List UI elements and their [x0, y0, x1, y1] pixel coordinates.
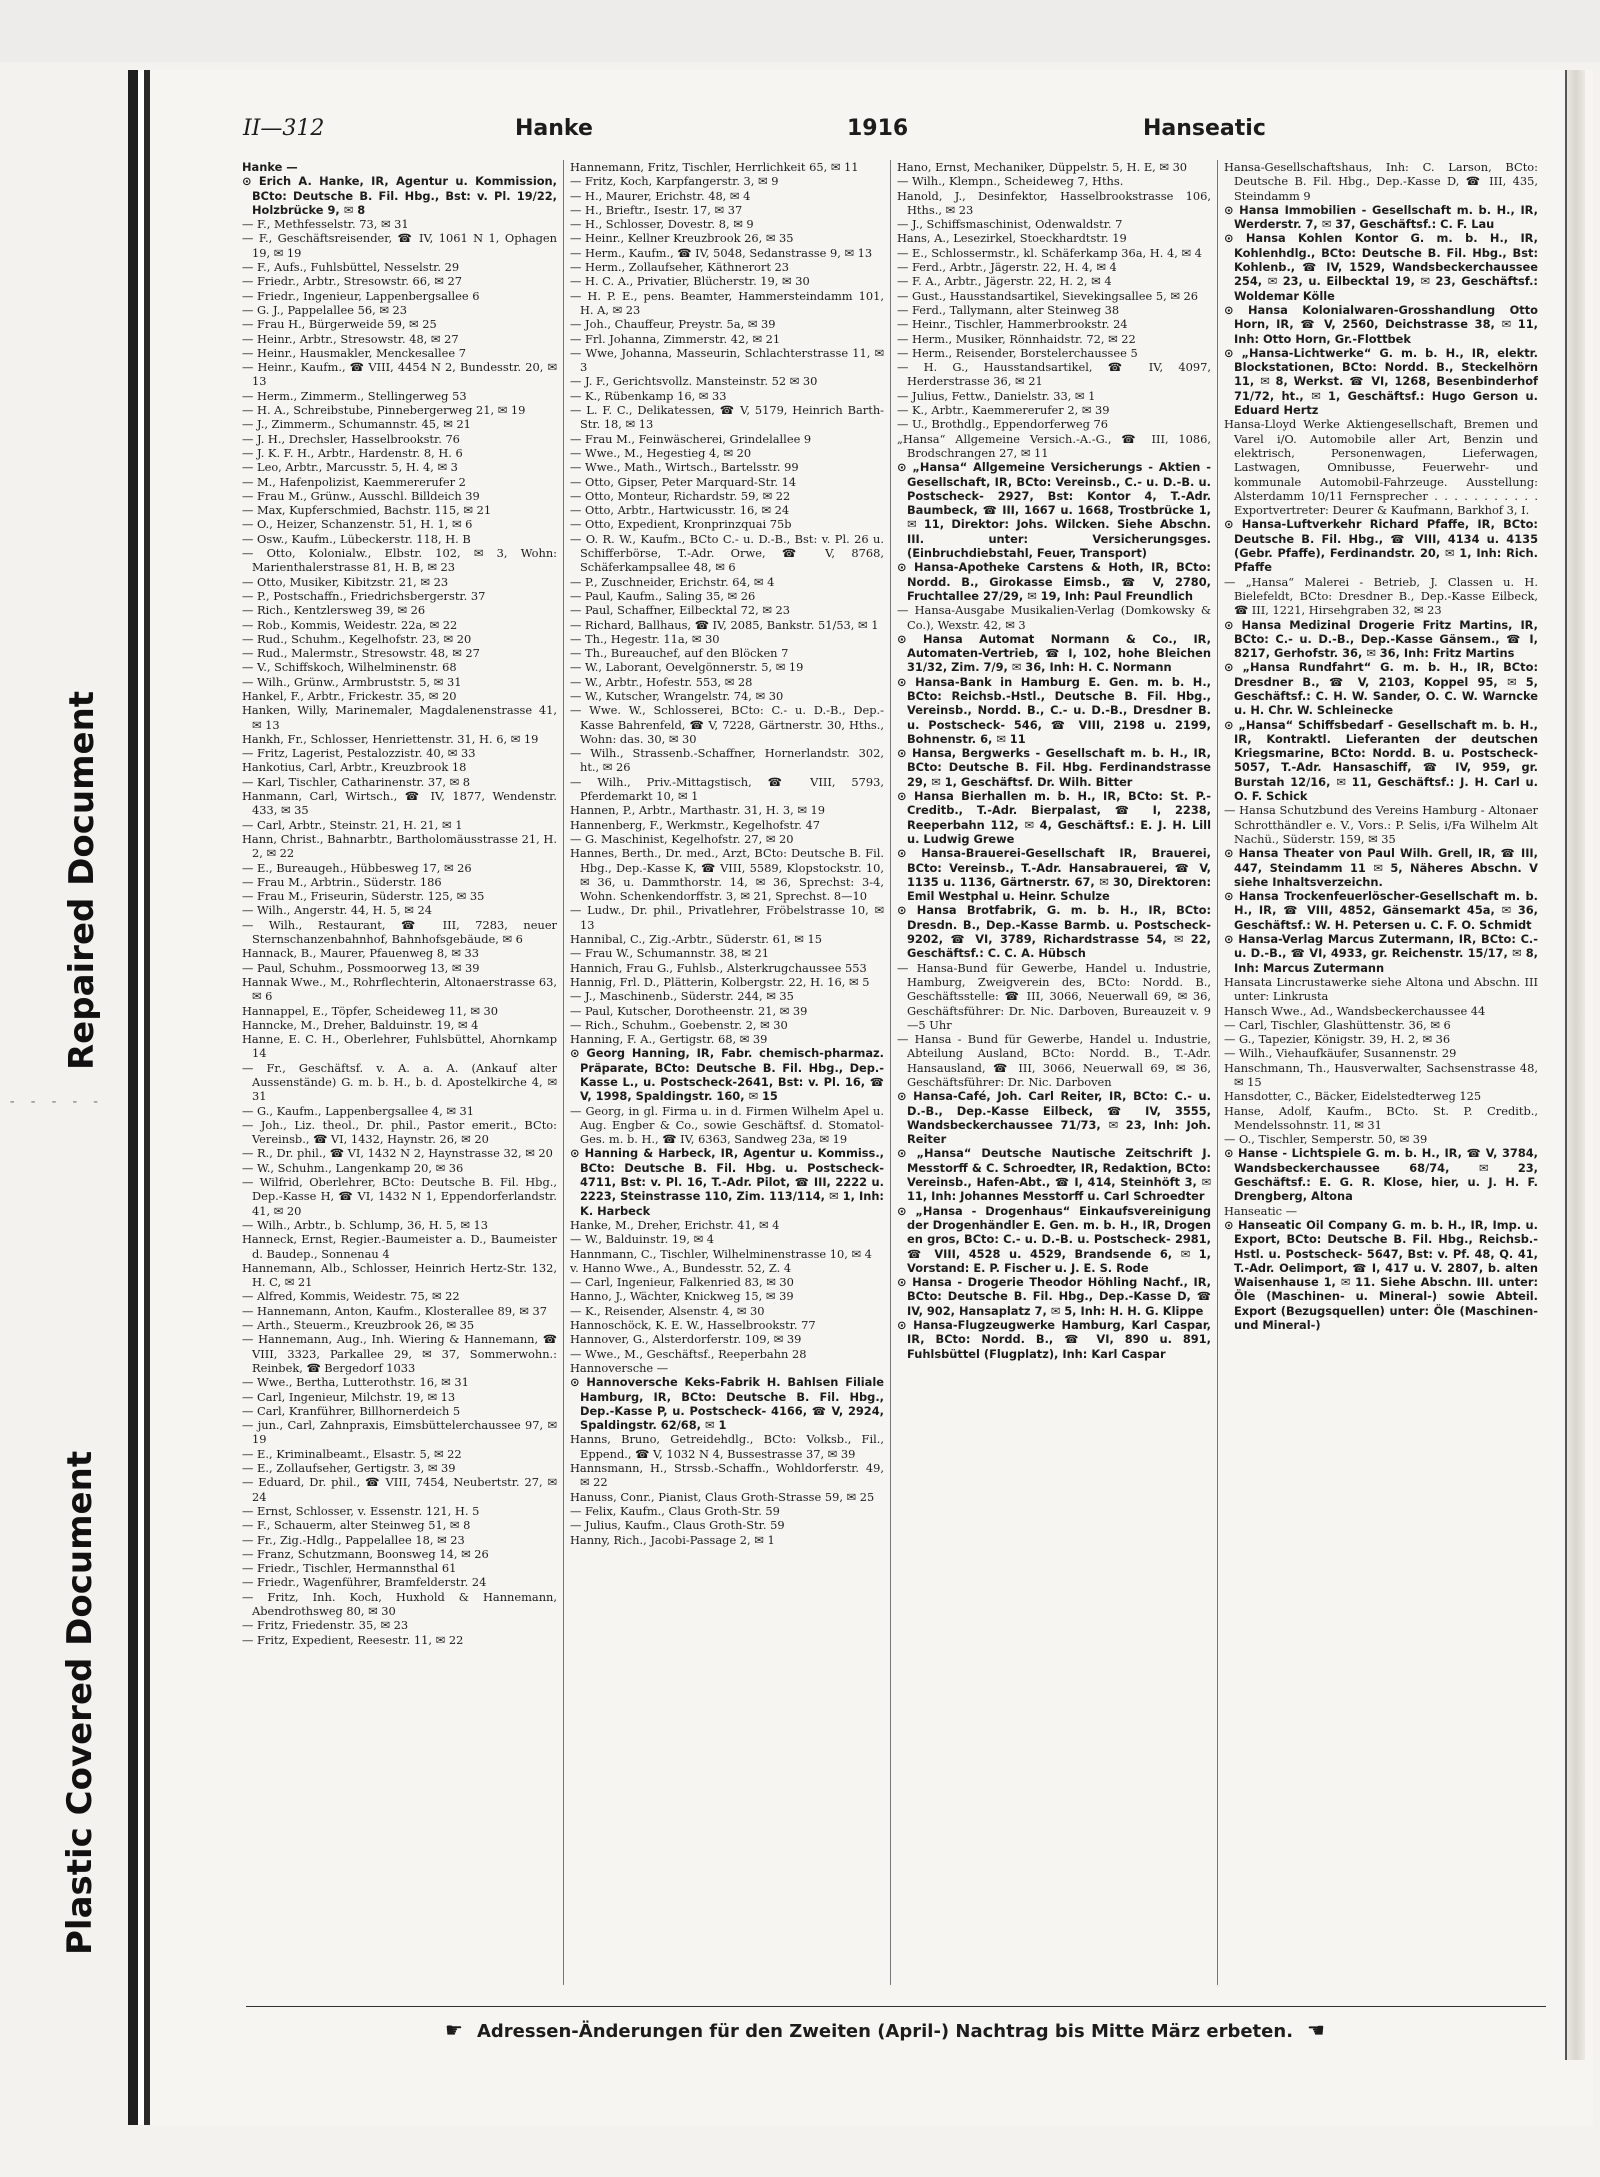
- directory-entry: Hansa-Gesellschaftshaus, Inh: C. Larson, BCto: Deutsche B. Fil. Hbg., Dep.-Kasse D, ☎ III, 435, Steindamm 9: [1224, 160, 1538, 203]
- directory-entry: — Wilh., Restaurant, ☎ III, 7283, neuer Sternschanzenbahnhof, Bahnhofsgebäude, ✉ 6: [242, 917, 557, 947]
- directory-entry: — E., Bureaugeh., Hübbesweg 17, ✉ 26: [242, 860, 472, 875]
- directory-entry: — Herm., Reisender, Borstelerchaussee 5: [897, 345, 1138, 360]
- directory-entry: — H. P. E., pens. Beamter, Hammersteindamm 101, H. A, ✉ 23: [570, 288, 884, 317]
- directory-entry: ⊙ „Hansa Rundfahrt“ G. m. b. H., IR, BCto: Dresdner B., ☎ V, 2103, Koppel 95, ✉ 5, Geschäftsf.: C. H. W. Sander, O. C. W. Warncke u. H. Chr. W. Schleinecke: [1224, 660, 1538, 718]
- directory-entry: — Fritz, Lagerist, Pestalozzistr. 40, ✉ 33: [242, 746, 476, 761]
- directory-entry: — Herm., Zimmerm., Stellingerweg 53: [242, 388, 467, 403]
- directory-entry: Hanuss, Conr., Pianist, Claus Groth-Strasse 59, ✉ 25: [570, 1489, 875, 1504]
- directory-entry: — Carl, Tischler, Glashüttenstr. 36, ✉ 6: [1224, 1017, 1451, 1032]
- edge-mark: - - - - -: [8, 1094, 102, 1110]
- directory-entry: — Otto, Musiker, Kibitzstr. 21, ✉ 23: [242, 574, 449, 589]
- directory-entry: — Heinr., Kellner Kreuzbrook 26, ✉ 35: [570, 231, 794, 246]
- directory-entry: — O. R. W., Kaufm., BCto C.- u. D.-B., Bst: v. Pl. 26 u. Schifferbörse, T.-Adr. Orwe, ☎ V, 8768, Schäferkampsallee 48, ✉ 6: [570, 531, 884, 575]
- directory-entry: ⊙ Hansa-Luftverkehr Richard Pfaffe, IR, BCto: Deutsche B. Fil. Hbg., ☎ VIII, 4134 u. 4135 (Gebr. Pfaffe), Ferdinandstr. 20, ✉ 1, Inh: Rich. Pfaffe: [1224, 517, 1538, 575]
- directory-entry: — Heinr., Arbtr., Stresowstr. 48, ✉ 27: [242, 331, 459, 346]
- directory-entry: — Friedr., Tischler, Hermannsthal 61: [242, 1561, 457, 1576]
- directory-entry: — Joh., Liz. theol., Dr. phil., Pastor emerit., BCto: Vereinsb., ☎ VI, 1432, Haynstr. 26, ✉ 20: [242, 1117, 557, 1147]
- directory-entry: — Wilfrid, Oberlehrer, BCto: Deutsche B. Fil. Hbg., Dep.-Kasse H, ☎ VI, 1432 N 1, Eppendorferlandstr. 41, ✉ 20: [242, 1175, 557, 1218]
- side-labels: [0, 560, 110, 2060]
- directory-entry: — Hannemann, Aug., Inh. Wiering & Hannemann, ☎ VIII, 3323, Parkallee 29, ✉ 37, Sommerwohn.: Reinbek, ☎ Bergedorf 1033: [242, 1332, 557, 1375]
- directory-entry: — E., Zollaufseher, Gertigstr. 3, ✉ 39: [242, 1461, 456, 1476]
- directory-entry: — Wwe., Bertha, Lutterothstr. 16, ✉ 31: [242, 1375, 469, 1390]
- directory-entry: — jun., Carl, Zahnpraxis, Eimsbüttelerchaussee 97, ✉ 19: [242, 1418, 557, 1447]
- directory-column-3: [890, 160, 1217, 1985]
- directory-entry: — J. H., Drechsler, Hasselbrookstr. 76: [242, 431, 460, 446]
- directory-entry: Hannibal, C., Zig.-Arbtr., Süderstr. 61, ✉ 15: [570, 932, 822, 947]
- directory-entry: — Otto, Monteur, Richardstr. 59, ✉ 22: [570, 488, 791, 503]
- directory-entry: — Hannemann, Anton, Kaufm., Klosterallee 89, ✉ 37: [242, 1303, 547, 1318]
- directory-entry: Hannsmann, H., Strssb.-Schaffn., Wohldorferstr. 49, ✉ 22: [570, 1461, 884, 1490]
- directory-entry: — Wwe., M., Hegestieg 4, ✉ 20: [570, 445, 752, 460]
- directory-entry: — Wwe., Math., Wirtsch., Bartelsstr. 99: [570, 460, 799, 475]
- directory-entry: Hanneck, Ernst, Regier.-Baumeister a. D., Baumeister d. Baudep., Sonnenau 4: [242, 1232, 557, 1261]
- directory-entry: — H. G., Hausstandsartikel, ☎ IV, 4097, Herderstrasse 36, ✉ 21: [897, 360, 1211, 389]
- plastic-covered-document-label: Plastic Covered Document: [60, 1450, 100, 1955]
- directory-entry: ⊙ Hansa Trockenfeuerlöscher-Gesellschaft m. b. H., IR, ☎ VIII, 4852, Gänsemarkt 45a, ✉ 36, Geschäftsf.: W. H. Petersen u. C. F. O. Schmidt: [1224, 889, 1538, 932]
- directory-entry: — Fr., Geschäftsf. v. A. a. A. (Ankauf alter Aussenstände) G. m. b. H., b. d. Apostelkirche 4, ✉ 31: [242, 1060, 557, 1104]
- directory-entry: — Rud., Schuhm., Kegelhofstr. 23, ✉ 20: [242, 631, 472, 646]
- directory-entry: — Frau W., Schumannstr. 38, ✉ 21: [570, 946, 770, 961]
- directory-entry: — E., Schlossermstr., kl. Schäferkamp 36a, H. 4, ✉ 4: [897, 245, 1202, 260]
- directory-entry: ⊙ „Hansa - Drogenhaus“ Einkaufsvereinigung der Drogenhändler E. Gen. m. b. H., IR, Drogen en gros, BCto: C.- u. D.-B. u. Postscheck- 2981, ☎ VIII, 4528 u. 4529, Brandsende 6, ✉ 1, Vorstand: E. P. Fischer u. J. E. S. Rode: [897, 1203, 1211, 1275]
- directory-columns: [236, 160, 1546, 1985]
- directory-entry: — M., Hafenpolizist, Kaemmererufer 2: [242, 474, 466, 489]
- directory-entry: ⊙ Georg Hanning, IR, Fabr. chemisch-pharmaz. Präparate, BCto: Deutsche B. Fil. Hbg., Dep.-Kasse L., u. Postscheck-2641, Bst: v. Pl. 16, ☎ V, 1998, Spaldingstr. 160, ✉ 15: [570, 1046, 884, 1104]
- directory-entry: — Karl, Tischler, Catharinenstr. 37, ✉ 8: [242, 774, 470, 789]
- directory-entry: — P., Zuschneider, Erichstr. 64, ✉ 4: [570, 574, 775, 589]
- directory-entry: — Wwe., M., Geschäftsf., Reeperbahn 28: [570, 1346, 807, 1361]
- directory-entry: Hanning, F. A., Gertigstr. 68, ✉ 39: [570, 1032, 768, 1047]
- directory-entry: — Eduard, Dr. phil., ☎ VIII, 7454, Neubertstr. 27, ✉ 24: [242, 1475, 557, 1504]
- directory-entry: — Franz, Schutzmann, Boonsweg 14, ✉ 26: [242, 1546, 489, 1561]
- directory-entry: ⊙ „Hansa“ Allgemeine Versicherungs - Aktien - Gesellschaft, IR, BCto: Vereinsb., C.- u. D.-B. u. Postscheck- 2927, Bst: Kontor 4, T.-Adr. Baumbeck, ☎ III, 1667 u. 1668, Trostbrücke 1, ✉ 11, Direktor: Johs. Wilcken. Siehe Abschn. III. unter: Versicherungsges. (Einbruchdiebstahl, Feuer, Transport): [897, 460, 1211, 561]
- directory-entry: ⊙ Hanseatic Oil Company G. m. b. H., IR, Imp. u. Export, BCto: Deutsche B. Fil. Hbg., Reichsb.-Hstl. u. Postscheck- 5647, Bst: v. Pf. 48, Q. 41, T.-Adr. Oelimport, ☎ I, 417 u. V. 2807, b. alten Waisenhause 1, ✉ 11. Siehe Abschn. III. unter: Öle (Maschinen- u. Mineral-) sowie Abteil. Export (Bezugsquellen) unter: Öle (Maschinen- und Mineral-): [1224, 1217, 1538, 1333]
- directory-entry: Hanno, J., Wächter, Knickweg 15, ✉ 39: [570, 1289, 794, 1304]
- directory-entry: Hann, Christ., Bahnarbtr., Bartholomäusstrasse 21, H. 2, ✉ 22: [242, 831, 557, 861]
- directory-entry: Hanns, Bruno, Getreidehdlg., BCto: Volksb., Fil., Eppend., ☎ V, 1032 N 4, Bussestrasse 37, ✉ 39: [570, 1432, 884, 1461]
- directory-entry: — Frl. Johanna, Zimmerstr. 42, ✉ 21: [570, 331, 781, 346]
- directory-entry: — Hansa Schutzbund des Vereins Hamburg - Altonaer Schrotthändler e. V., Vors.: P. Selis, i/Fa Wilhelm Alt Nachü., Süderstr. 159, ✉ 35: [1224, 803, 1538, 846]
- directory-entry: — Julius, Fettw., Danielstr. 33, ✉ 1: [897, 388, 1096, 403]
- directory-entry: — F., Schauerm, alter Steinweg 51, ✉ 8: [242, 1518, 471, 1533]
- directory-entry: — Otto, Arbtr., Hartwicusstr. 16, ✉ 24: [570, 503, 790, 518]
- directory-entry: — Rich., Kentzlersweg 39, ✉ 26: [242, 603, 426, 618]
- directory-entry: — W., Schuhm., Langenkamp 20, ✉ 36: [242, 1160, 464, 1175]
- directory-entry: — G., Kaufm., Lappenbergsallee 4, ✉ 31: [242, 1103, 475, 1118]
- directory-entry: — H. C. A., Privatier, Blücherstr. 19, ✉ 30: [570, 274, 810, 289]
- directory-entry: — Fritz, Expedient, Reesestr. 11, ✉ 22: [242, 1632, 464, 1647]
- directory-entry: — O., Tischler, Semperstr. 50, ✉ 39: [1224, 1132, 1428, 1147]
- directory-entry: Hannen, P., Arbtr., Marthastr. 31, H. 3, ✉ 19: [570, 803, 826, 818]
- directory-entry: — F. A., Arbtr., Jägerstr. 22, H. 2, ✉ 4: [897, 274, 1112, 289]
- directory-entry: — U., Brothdlg., Eppendorferweg 76: [897, 417, 1108, 432]
- directory-entry: Hanke, M., Dreher, Erichstr. 41, ✉ 4: [570, 1217, 780, 1232]
- directory-entry: — Ludw., Dr. phil., Privatlehrer, Fröbelstrasse 10, ✉ 13: [570, 903, 884, 932]
- directory-entry: — Rob., Kommis, Weidestr. 22a, ✉ 22: [242, 617, 458, 632]
- directory-entry: Hannemann, Alb., Schlosser, Heinrich Hertz-Str. 132, H. C, ✉ 21: [242, 1260, 557, 1290]
- directory-entry: — Hansa - Bund für Gewerbe, Handel u. Industrie, Abteilung Ausland, BCto: Nordd. B., T.-Adr. Hansausland, ☎ III, 3066, Neuerwall 69, ✉ 36, Geschäftsführer: Dr. Nic. Darboven: [897, 1032, 1211, 1089]
- directory-entry: Hanseatic —: [1224, 1203, 1298, 1218]
- directory-entry: Hanne, E. C. H., Oberlehrer, Fuhlsbüttel, Ahornkamp 14: [242, 1032, 557, 1061]
- directory-column-2: [563, 160, 890, 1985]
- directory-entry: — Julius, Kaufm., Claus Groth-Str. 59: [570, 1518, 785, 1533]
- directory-entry: — G. J., Pappelallee 56, ✉ 23: [242, 302, 407, 317]
- directory-entry: — J. K. F. H., Arbtr., Hardenstr. 8, H. 6: [242, 445, 463, 460]
- directory-entry: Hanncke, M., Dreher, Balduinstr. 19, ✉ 4: [242, 1017, 479, 1032]
- directory-entry: Hanke —: [242, 160, 298, 174]
- directory-entry: — L. F. C., Delikatessen, ☎ V, 5179, Heinrich Barth-Str. 18, ✉ 13: [570, 403, 884, 432]
- directory-entry: — H., Schlosser, Dovestr. 8, ✉ 9: [570, 217, 754, 232]
- directory-entry: — J., Maschinenb., Süderstr. 244, ✉ 35: [570, 989, 794, 1004]
- directory-entry: ⊙ Hansa, Bergwerks - Gesellschaft m. b. H., IR, BCto: Deutsche B. Fil. Hbg. Ferdinandstrasse 29, ✉ 1, Geschäftsf. Dr. Wilh. Bitter: [897, 746, 1211, 789]
- directory-entry: ⊙ Hansa Theater von Paul Wilh. Grell, IR, ☎ III, 447, Steindamm 11 ✉ 5, Näheres Abschn. V siehe Inhaltsverzeichn.: [1224, 846, 1538, 889]
- directory-entry: — H., Maurer, Erichstr. 48, ✉ 4: [570, 188, 751, 203]
- directory-entry: ⊙ Hansa Immobilien - Gesellschaft m. b. H., IR, Werderstr. 7, ✉ 37, Geschäftsf.: C. F. Lau: [1224, 202, 1538, 232]
- directory-entry: Hansata Lincrustawerke siehe Altona und Abschn. III unter: Linkrusta: [1224, 974, 1538, 1004]
- directory-entry: ⊙ Hansa Brotfabrik, G. m. b. H., IR, BCto: Dresdn. B., Dep.-Kasse Barmb. u. Postscheck-9202, ☎ VI, 3789, Richardstrasse 54, ✉ 22, Geschäftsf.: C. C. A. Hübsch: [897, 903, 1211, 961]
- directory-entry: — G., Tapezier, Königstr. 39, H. 2, ✉ 36: [1224, 1032, 1451, 1047]
- directory-entry: — R., Dr. phil., ☎ VI, 1432 N 2, Haynstrasse 32, ✉ 20: [242, 1146, 553, 1161]
- directory-entry: Hannich, Frau G., Fuhlsb., Alsterkrugchaussee 553: [570, 960, 867, 975]
- directory-entry: — Carl, Arbtr., Steinstr. 21, H. 21, ✉ 1: [242, 817, 463, 832]
- directory-entry: — Th., Hegestr. 11a, ✉ 30: [570, 631, 720, 646]
- directory-entry: Hankel, F., Arbtr., Frickestr. 35, ✉ 20: [242, 688, 457, 703]
- directory-column-1: [236, 160, 563, 1985]
- directory-entry: — Wilh., Grünw., Armbruststr. 5, ✉ 31: [242, 674, 462, 689]
- directory-entry: — Wilh., Priv.-Mittagstisch, ☎ VIII, 5793, Pferdemarkt 10, ✉ 1: [570, 774, 884, 804]
- directory-entry: — K., Reisender, Alsenstr. 4, ✉ 30: [570, 1303, 765, 1318]
- directory-entry: Hannig, Frl. D., Plätterin, Kolbergstr. 22, H. 16, ✉ 5: [570, 974, 870, 989]
- directory-entry: — Hansa-Ausgabe Musikalien-Verlag (Domkowsky & Co.), Wexstr. 42, ✉ 3: [897, 603, 1211, 632]
- directory-entry: — Fritz, Friedenstr. 35, ✉ 23: [242, 1618, 409, 1633]
- directory-entry: Hannes, Berth., Dr. med., Arzt, BCto: Deutsche B. Fil. Hbg., Dep.-Kasse K, ☎ VIII, 5589, Klopstockstr. 10, ✉ 36, u. Dammthorstr. 14, ✉ 36, Sprechst: 3-4, Wohn. Schenkendorffstr. 3, ✉ 21, Sprechst. 8—10: [570, 846, 884, 904]
- directory-entry: — Frau M., Arbtrin., Süderstr. 186: [242, 874, 442, 889]
- directory-entry: „Hansa“ Allgemeine Versich.-A.-G., ☎ III, 1086, Brodschrangen 27, ✉ 11: [897, 431, 1211, 460]
- directory-entry: — Rich., Schuhm., Goebenstr. 2, ✉ 30: [570, 1017, 788, 1032]
- directory-entry: ⊙ Hansa - Drogerie Theodor Höhling Nachf., IR, BCto: Deutsche B. Fil. Hbg., Dep.-Kasse D, ☎ IV, 902, Hansaplatz 7, ✉ 5, Inh: H. H. G. Klippe: [897, 1275, 1211, 1318]
- directory-entry: — J., Zimmerm., Schumannstr. 45, ✉ 21: [242, 417, 471, 432]
- directory-entry: — F., Aufs., Fuhlsbüttel, Nesselstr. 29: [242, 260, 460, 275]
- directory-column-4: [1217, 160, 1544, 1985]
- directory-entry: v. Hanno Wwe., A., Bundesstr. 52, Z. 4: [570, 1260, 792, 1275]
- directory-entry: Hannoschöck, K. E. W., Hasselbrookstr. 77: [570, 1318, 816, 1333]
- directory-entry: Hannack, B., Maurer, Pfauenweg 8, ✉ 33: [242, 946, 479, 961]
- directory-entry: — Wilh., Klempn., Scheideweg 7, Hths.: [897, 174, 1124, 189]
- sheet-edge: [1565, 70, 1585, 2060]
- directory-entry: ⊙ Hansa Bierhallen m. b. H., IR, BCto: St. P.-Creditb., T.-Adr. Bierpalast, ☎ I, 2238, Reeperbahn 112, ✉ 4, Geschäftsf.: E. J. H. Lill u. Ludwig Grewe: [897, 789, 1211, 846]
- footer-text: Adressen-Änderungen für den Zweiten (April-) Nachtrag bis Mitte März erbeten.: [476, 2021, 1294, 2042]
- directory-entry: Hannak Wwe., M., Rohrflechterin, Altonaerstrasse 63, ✉ 6: [242, 974, 557, 1004]
- directory-entry: — H. A., Schreibstube, Pinnebergerweg 21, ✉ 19: [242, 403, 526, 418]
- directory-entry: — W., Kutscher, Wrangelstr. 74, ✉ 30: [570, 688, 784, 703]
- directory-entry: Hansch Wwe., Ad., Wandsbeckerchaussee 44: [1224, 1003, 1486, 1018]
- directory-entry: — Paul, Schaffner, Eilbecktal 72, ✉ 23: [570, 603, 791, 618]
- directory-entry: — Friedr., Wagenführer, Bramfelderstr. 24: [242, 1575, 487, 1590]
- header-year: 1916: [847, 116, 909, 141]
- page-number: II—312: [243, 116, 325, 141]
- directory-entry: — Carl, Kranführer, Billhornerdeich 5: [242, 1403, 461, 1418]
- directory-entry: ⊙ „Hansa“ Deutsche Nautische Zeitschrift J. Messtorff & C. Schroedter, IR, Redaktion, BCto: Vereinsb., Hafen-Abt., ☎ I, 414, Steinhöft 3, ✉ 11, Inh: Johannes Messtorff u. Carl Schroedter: [897, 1146, 1211, 1204]
- directory-entry: — P., Postschaffn., Friedrichsbergerstr. 37: [242, 588, 486, 603]
- directory-entry: ⊙ Hansa-Apotheke Carstens & Hoth, IR, BCto: Nordd. B., Girokasse Eimsb., ☎ V, 2780, Fruchtallee 27/29, ✉ 19, Inh: Paul Freundlich: [897, 560, 1211, 603]
- directory-entry: — Friedr., Ingenieur, Lappenbergsallee 6: [242, 288, 480, 303]
- directory-entry: ⊙ Hansa Automat Normann & Co., IR, Automaten-Vertrieb, ☎ I, 102, hohe Bleichen 31/32, Zim. 7/9, ✉ 36, Inh: H. C. Normann: [897, 631, 1211, 675]
- directory-entry: Hansa-Lloyd Werke Aktiengesellschaft, Bremen und Varel i/O. Automobile aller Art, Benzin und elektrisch, Personenwagen, Lieferwagen, Lastwagen, Omnibusse, Feuerwehr- und kommunale Automobil-Fahrzeuge. Ausstellung: Alsterdamm 10/11 Fernsprecher . . . . . . . . . . . Exportvertreter: Deurer & Kaufmann, Barkhof 3, I.: [1224, 417, 1538, 518]
- directory-entry: — Felix, Kaufm., Claus Groth-Str. 59: [570, 1503, 780, 1518]
- directory-entry: Hans, A., Lesezirkel, Stoeckhardtstr. 19: [897, 231, 1127, 246]
- directory-entry: — Wilh., Angerstr. 44, H. 5, ✉ 24: [242, 903, 432, 918]
- directory-entry: ⊙ Hanning & Harbeck, IR, Agentur u. Kommiss., BCto: Deutsche B. Fil. Hbg. u. Postscheck- 4711, Bst: v. Pl. 16, T.-Adr. Pilot, ☎ III, 2222 u. 2223, Steinstrasse 110, Zim. 113/114, ✉ 1, Inh: K. Harbeck: [570, 1146, 884, 1218]
- directory-entry: Hannoversche —: [570, 1360, 669, 1375]
- directory-entry: — Leo, Arbtr., Marcusstr. 5, H. 4, ✉ 3: [242, 460, 458, 475]
- directory-entry: Hansdotter, C., Bäcker, Eidelstedterweg 125: [1224, 1089, 1482, 1104]
- directory-entry: Hannover, G., Alsterdorferstr. 109, ✉ 39: [570, 1332, 802, 1347]
- directory-entry: — Heinr., Kaufm., ☎ VIII, 4454 N 2, Bundesstr. 20, ✉ 13: [242, 360, 557, 389]
- directory-entry: — Rud., Malermstr., Stresowstr. 48, ✉ 27: [242, 646, 480, 661]
- directory-entry: — Fritz, Inh. Koch, Huxhold & Hannemann, Abendrothsweg 80, ✉ 30: [242, 1589, 557, 1618]
- directory-entry: — Frau M., Grünw., Ausschl. Billdeich 39: [242, 488, 480, 503]
- directory-entry: ⊙ Hansa-Café, Joh. Carl Reiter, IR, BCto: C.- u. D.-B., Dep.-Kasse Eilbeck, ☎ IV, 3555, Wandsbeckerchaussee 71/73, ✉ 23, Inh: Joh. Reiter: [897, 1089, 1211, 1147]
- directory-entry: Hano, Ernst, Mechaniker, Düppelstr. 5, H. E, ✉ 30: [897, 160, 1188, 174]
- directory-entry: ⊙ Hanse - Lichtspiele G. m. b. H., IR, ☎ V, 3784, Wandsbeckerchaussee 68/74, ✉ 23, Geschäftsf.: E. G. R. Klose, hier, u. J. H. F. Drengberg, Altona: [1224, 1146, 1538, 1204]
- directory-entry: — Herm., Kaufm., ☎ IV, 5048, Sedanstrasse 9, ✉ 13: [570, 245, 873, 260]
- directory-entry: — Carl, Ingenieur, Milchstr. 19, ✉ 13: [242, 1389, 456, 1404]
- directory-entry: — Frau M., Friseurin, Süderstr. 125, ✉ 35: [242, 889, 485, 904]
- directory-entry: — Ferd., Tallymann, alter Steinweg 38: [897, 302, 1120, 317]
- directory-entry: — Frau M., Feinwäscherei, Grindelallee 9: [570, 431, 812, 446]
- header-left-keyword: Hanke: [515, 116, 593, 141]
- directory-entry: — Herm., Musiker, Rönnhaidstr. 72, ✉ 22: [897, 331, 1136, 346]
- pointing-hand-icon: ☚: [1307, 2018, 1325, 2042]
- directory-entry: Hannmann, C., Tischler, Wilhelminenstrasse 10, ✉ 4: [570, 1246, 872, 1261]
- directory-entry: — Georg, in gl. Firma u. in d. Firmen Wilhelm Apel u. Aug. Engber & Co., sowie Geschäftsf. d. Stomatol-Ges. m. b. H., ☎ IV, 6363, Sandweg 23a, ✉ 19: [570, 1103, 884, 1147]
- directory-entry: Hanny, Rich., Jacobi-Passage 2, ✉ 1: [570, 1532, 775, 1547]
- directory-entry: — K., Rübenkamp 16, ✉ 33: [570, 388, 727, 403]
- directory-entry: — J., Schiffsmaschinist, Odenwaldstr. 7: [897, 217, 1123, 232]
- directory-entry: — Heinr., Hausmakler, Menckesallee 7: [242, 345, 466, 360]
- directory-entry: — Friedr., Arbtr., Stresowstr. 66, ✉ 27: [242, 274, 462, 289]
- directory-entry: — Otto, Gipser, Peter Marquard-Str. 14: [570, 474, 797, 489]
- directory-entry: — Wwe, Johanna, Masseurin, Schlachterstrasse 11, ✉ 3: [570, 345, 884, 375]
- directory-entry: — Heinr., Tischler, Hammerbrookstr. 24: [897, 317, 1128, 332]
- repaired-document-label: Repaired Document: [62, 690, 102, 1070]
- directory-entry: — V., Schiffskoch, Wilhelminenstr. 68: [242, 660, 457, 675]
- directory-entry: — Max, Kupferschmied, Bachstr. 115, ✉ 21: [242, 503, 492, 518]
- directory-entry: — K., Arbtr., Kaemmererufer 2, ✉ 39: [897, 403, 1110, 418]
- directory-entry: Hankh, Fr., Schlosser, Henriettenstr. 31, H. 6, ✉ 19: [242, 731, 539, 746]
- directory-entry: — W., Balduinstr. 19, ✉ 4: [570, 1232, 715, 1247]
- directory-entry: — E., Kriminalbeamt., Elsastr. 5, ✉ 22: [242, 1446, 462, 1461]
- directory-entry: — „Hansa“ Malerei - Betrieb, J. Classen u. H. Bielefeldt, BCto: Dresdner B., Dep.-Kasse Eilbeck, ☎ III, 1221, Hirsehgraben 32, ✉ 23: [1224, 574, 1538, 618]
- directory-entry: ⊙ Erich A. Hanke, IR, Agentur u. Kommission, BCto: Deutsche B. Fil. Hbg., Bst: v. Pl. 19/22, Holzbrücke 9, ✉ 8: [242, 174, 557, 217]
- directory-entry: — Fr., Zig.-Hdlg., Pappelallee 18, ✉ 23: [242, 1532, 465, 1547]
- directory-entry: — Herm., Zollaufseher, Käthnerort 23: [570, 260, 790, 275]
- directory-entry: — Wilh., Strassenb.-Schaffner, Hornerlandstr. 302, ht., ✉ 26: [570, 746, 884, 775]
- directory-entry: — Otto, Kolonialw., Elbstr. 102, ✉ 3, Wohn: Marienthalerstrasse 81, H. B, ✉ 23: [242, 546, 557, 575]
- directory-entry: — Ferd., Arbtr., Jägerstr. 22, H. 4, ✉ 4: [897, 260, 1117, 275]
- directory-entry: Hankotius, Carl, Arbtr., Kreuzbrook 18: [242, 760, 467, 775]
- directory-entry: — Osw., Kaufm., Lübeckerstr. 118, H. B: [242, 531, 471, 546]
- page-header: [243, 110, 1266, 148]
- directory-entry: — H., Brieftr., Isestr. 17, ✉ 37: [570, 202, 743, 217]
- directory-entry: — O., Heizer, Schanzenstr. 51, H. 1, ✉ 6: [242, 517, 473, 532]
- directory-entry: Hannenberg, F., Werkmstr., Kegelhofstr. 47: [570, 817, 820, 832]
- directory-entry: — W., Laborant, Oevelgönnerstr. 5, ✉ 19: [570, 660, 804, 675]
- directory-entry: ⊙ „Hansa-Lichtwerke“ G. m. b. H., IR, elektr. Blockstationen, BCto: Nordd. B., Steckelhörn 11, ✉ 8, Werkst. ☎ VI, 1268, Besenbinderhof 71/72, ht., ✉ 1, Geschäftsf.: Hugo Gerson u. Eduard Hertz: [1224, 345, 1538, 418]
- directory-entry: Hanmann, Carl, Wirtsch., ☎ IV, 1877, Wendenstr. 433, ✉ 35: [242, 789, 557, 818]
- directory-entry: — Wwe. W., Schlosserei, BCto: C.- u. D.-B., Dep.-Kasse Bahrenfeld, ☎ V, 7228, Gärtnerstr. 30, Hths., Wohn: das. 30, ✉ 30: [570, 703, 884, 746]
- directory-entry: — Wilh., Arbtr., b. Schlump, 36, H. 5, ✉ 13: [242, 1217, 489, 1232]
- directory-entry: ⊙ Hansa Kohlen Kontor G. m. b. H., IR, Kohlenhdlg., BCto: Deutsche B. Fil. Hbg., Bst: Kohlenb., ☎ IV, 1529, Wandsbeckerchaussee 254, ✉ 23, u. Eilbecktal 19, ✉ 23, Geschäftsf.: Woldemar Kölle: [1224, 231, 1538, 303]
- directory-entry: — Paul, Schuhm., Possmoorweg 13, ✉ 39: [242, 960, 480, 975]
- directory-entry: — F., Methfesselstr. 73, ✉ 31: [242, 217, 409, 232]
- scan-background-top: [0, 0, 1600, 62]
- directory-entry: — Arth., Steuerm., Kreuzbrook 26, ✉ 35: [242, 1318, 475, 1333]
- directory-entry: — Paul, Kutscher, Dorotheenstr. 21, ✉ 39: [570, 1003, 808, 1018]
- directory-entry: — Joh., Chauffeur, Preystr. 5a, ✉ 39: [570, 317, 776, 332]
- directory-entry: — Gust., Hausstandsartikel, Sievekingsallee 5, ✉ 26: [897, 288, 1199, 303]
- directory-entry: ⊙ Hansa Medizinal Drogerie Fritz Martins, IR, BCto: C.- u. D.-B., Dep.-Kasse Gänsem., ☎ I, 8217, Gerhofstr. 36, ✉ 36, Inh: Fritz Martins: [1224, 617, 1538, 661]
- pointing-hand-icon: ☛: [445, 2018, 463, 2042]
- footer-notice: [360, 2018, 1410, 2042]
- directory-entry: ⊙ Hansa-Flugzeugwerke Hamburg, Karl Caspar, IR, BCto: Nordd. B., ☎ VI, 890 u. 891, Fuhlsbüttel (Flugplatz), Inh: Karl Caspar: [897, 1318, 1211, 1361]
- directory-entry: Hanschmann, Th., Hausverwalter, Sachsenstrasse 48, ✉ 15: [1224, 1060, 1538, 1089]
- directory-entry: Hanken, Willy, Marinemaler, Magdalenenstrasse 41, ✉ 13: [242, 703, 557, 732]
- directory-entry: ⊙ Hansa Kolonialwaren-Grosshandlung Otto Horn, IR, ☎ V, 2560, Deichstrasse 38, ✉ 11, Inh: Otto Horn, Gr.-Flottbek: [1224, 302, 1538, 346]
- directory-entry: — Fritz, Koch, Karpfangerstr. 3, ✉ 9: [570, 174, 779, 189]
- directory-entry: — Alfred, Kommis, Weidestr. 75, ✉ 22: [242, 1289, 460, 1304]
- directory-entry: ⊙ „Hansa“ Schiffsbedarf - Gesellschaft m. b. H., IR, Kontraktl. Lieferanten der deutschen Kriegsmarine, BCto: Nordd. B. u. Postscheck- 5057, T.-Adr. Hansaschiff, ☎ IV, 959, gr. Burstah 12/16, ✉ 11, Geschäftsf.: J. H. Carl u. O. F. Schick: [1224, 717, 1538, 804]
- directory-entry: — Th., Bureauchef, auf den Blöcken 7: [570, 646, 789, 661]
- directory-entry: — Otto, Expedient, Kronprinzquai 75b: [570, 517, 792, 532]
- header-right-keyword: Hanseatic: [1143, 116, 1266, 141]
- directory-entry: Hannappel, E., Töpfer, Scheideweg 11, ✉ 30: [242, 1003, 499, 1018]
- directory-entry: — Wilh., Viehaufkäufer, Susannenstr. 29: [1224, 1046, 1457, 1061]
- directory-entry: Hanse, Adolf, Kaufm., BCto. St. P. Creditb., Mendelssohnstr. 11, ✉ 31: [1224, 1103, 1538, 1132]
- directory-entry: — F., Geschäftsreisender, ☎ IV, 1061 N 1, Ophagen 19, ✉ 19: [242, 231, 557, 260]
- directory-entry: — Frau H., Bürgerweide 59, ✉ 25: [242, 317, 437, 332]
- directory-entry: ⊙ Hansa-Verlag Marcus Zutermann, IR, BCto: C.- u. D.-B., ☎ VI, 4933, gr. Reichenstr. 15/17, ✉ 8, Inh: Marcus Zutermann: [1224, 932, 1538, 975]
- directory-entry: — Hansa-Bund für Gewerbe, Handel u. Industrie, Hamburg, Zweigverein des, BCto: Nordd. B., Geschäftsstelle: ☎ III, 3066, Neuerwall 69, ✉ 36, Geschäftsführer: Dr. Nic. Darboven, Bureauzeit v. 9—5 Uhr: [897, 960, 1211, 1032]
- directory-entry: — Ernst, Schlosser, v. Essenstr. 121, H. 5: [242, 1503, 480, 1518]
- directory-entry: — G. Maschinist, Kegelhofstr. 27, ✉ 20: [570, 831, 794, 846]
- directory-entry: — Richard, Ballhaus, ☎ IV, 2085, Bankstr. 51/53, ✉ 1: [570, 617, 879, 632]
- directory-entry: ⊙ Hansa-Brauerei-Gesellschaft IR, Brauerei, BCto: Vereinsb., T.-Adr. Hansabrauerei, ☎ V, 1135 u. 1136, Gärtnerstr. 67, ✉ 30, Direktoren: Emil Westphal u. Heinr. Schulze: [897, 846, 1211, 904]
- directory-entry: ⊙ Hansa-Bank in Hamburg E. Gen. m. b. H., BCto: Reichsb.-Hstl., Deutsche B. Fil. Hbg., Vereinsb., Nordd. B., C.- u. D.-B., Dresdner B. u. Postscheck- 546, ☎ VIII, 2198 u. 2199, Bohnenstr. 6, ✉ 11: [897, 674, 1211, 746]
- directory-entry: — W., Arbtr., Hofestr. 553, ✉ 28: [570, 674, 753, 689]
- directory-entry: — Paul, Kaufm., Saling 35, ✉ 26: [570, 588, 756, 603]
- directory-entry: — J. F., Gerichtsvollz. Mansteinstr. 52 ✉ 30: [570, 374, 818, 389]
- directory-entry: Hannemann, Fritz, Tischler, Herrlichkeit 65, ✉ 11: [570, 160, 859, 174]
- directory-entry: — Carl, Ingenieur, Falkenried 83, ✉ 30: [570, 1275, 794, 1290]
- directory-entry: ⊙ Hannoversche Keks-Fabrik H. Bahlsen Filiale Hamburg, IR, BCto: Deutsche B. Fil. Hbg., Dep.-Kasse P, u. Postscheck- 4166, ☎ V, 2924, Spaldingstr. 62/68, ✉ 1: [570, 1375, 884, 1433]
- footer-rule: [246, 2006, 1546, 2007]
- directory-entry: Hanold, J., Desinfektor, Hasselbrookstrasse 106, Hths., ✉ 23: [897, 188, 1211, 217]
